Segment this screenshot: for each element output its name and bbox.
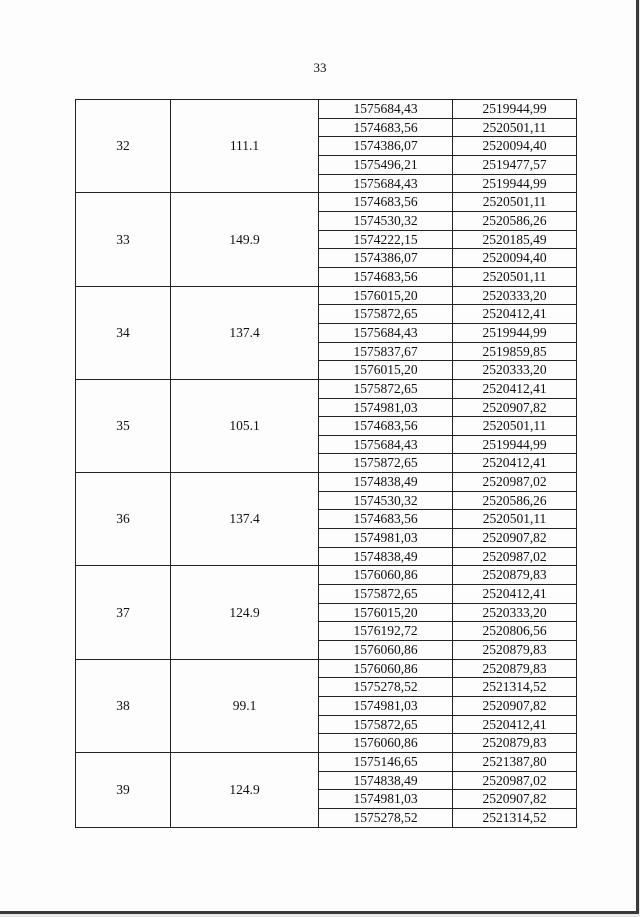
coordinate-y-cell: 2520907,82 — [453, 790, 577, 809]
coordinate-y-cell: 2520879,83 — [453, 641, 577, 660]
coordinate-x-cell: 1575278,52 — [319, 678, 453, 697]
coordinate-x-cell: 1575278,52 — [319, 808, 453, 827]
table-row — [76, 473, 577, 492]
coordinate-x-cell: 1574981,03 — [319, 790, 453, 809]
coordinate-x-cell: 1575872,65 — [319, 454, 453, 473]
table-row — [76, 566, 577, 585]
coordinate-x-cell: 1575837,67 — [319, 342, 453, 361]
parcel-number-cell: 36 — [76, 473, 171, 566]
table-row — [76, 752, 577, 771]
coordinate-x-cell: 1576060,86 — [319, 734, 453, 753]
coordinate-y-cell: 2520094,40 — [453, 137, 577, 156]
coordinate-y-cell: 2520879,83 — [453, 659, 577, 678]
coordinate-y-cell: 2520586,26 — [453, 211, 577, 230]
coordinate-x-cell: 1576015,20 — [319, 361, 453, 380]
coordinate-y-cell: 2520907,82 — [453, 697, 577, 716]
coordinate-x-cell: 1576015,20 — [319, 603, 453, 622]
coordinate-x-cell: 1575684,43 — [319, 323, 453, 342]
coordinate-x-cell: 1574530,32 — [319, 211, 453, 230]
parcel-area-cell: 111.1 — [171, 100, 319, 193]
coordinate-y-cell: 2521314,52 — [453, 678, 577, 697]
coordinate-y-cell: 2520412,41 — [453, 454, 577, 473]
table-row — [76, 100, 577, 119]
coordinate-y-cell: 2520879,83 — [453, 566, 577, 585]
coordinate-y-cell: 2520412,41 — [453, 379, 577, 398]
parcel-area-cell: 105.1 — [171, 379, 319, 472]
coordinate-x-cell: 1575872,65 — [319, 305, 453, 324]
coordinate-y-cell: 2520501,11 — [453, 193, 577, 212]
coordinate-y-cell: 2519859,85 — [453, 342, 577, 361]
coordinate-x-cell: 1576060,86 — [319, 566, 453, 585]
parcel-number-cell: 32 — [76, 100, 171, 193]
page-number: 33 — [313, 60, 327, 75]
coordinate-x-cell: 1575496,21 — [319, 155, 453, 174]
coordinate-y-cell: 2520412,41 — [453, 585, 577, 604]
parcel-area-cell: 124.9 — [171, 566, 319, 659]
coordinate-x-cell: 1574683,56 — [319, 510, 453, 529]
coordinate-y-cell: 2520333,20 — [453, 286, 577, 305]
coordinate-y-cell: 2520987,02 — [453, 771, 577, 790]
parcel-number-cell: 34 — [76, 286, 171, 379]
coordinate-y-cell: 2520094,40 — [453, 249, 577, 268]
coordinate-y-cell: 2520907,82 — [453, 398, 577, 417]
coordinate-y-cell: 2520879,83 — [453, 734, 577, 753]
parcel-area-cell: 137.4 — [171, 286, 319, 379]
coordinate-y-cell: 2520586,26 — [453, 491, 577, 510]
coordinate-x-cell: 1574981,03 — [319, 697, 453, 716]
parcel-area-cell: 149.9 — [171, 193, 319, 286]
coordinate-x-cell: 1574838,49 — [319, 547, 453, 566]
coordinate-y-cell: 2521314,52 — [453, 808, 577, 827]
table-row — [76, 286, 577, 305]
coordinate-x-cell: 1576192,72 — [319, 622, 453, 641]
coordinate-x-cell: 1574683,56 — [319, 118, 453, 137]
coordinate-x-cell: 1574222,15 — [319, 230, 453, 249]
coordinate-y-cell: 2520501,11 — [453, 510, 577, 529]
coordinate-y-cell: 2520185,49 — [453, 230, 577, 249]
coordinate-x-cell: 1574683,56 — [319, 267, 453, 286]
coordinate-y-cell: 2520987,02 — [453, 547, 577, 566]
coordinate-x-cell: 1575684,43 — [319, 435, 453, 454]
coordinate-x-cell: 1574981,03 — [319, 398, 453, 417]
coordinate-y-cell: 2519477,57 — [453, 155, 577, 174]
coordinate-y-cell: 2519944,99 — [453, 100, 577, 119]
table-row — [76, 379, 577, 398]
coordinate-x-cell: 1575684,43 — [319, 100, 453, 119]
coordinate-y-cell: 2520907,82 — [453, 529, 577, 548]
parcel-area-cell: 99.1 — [171, 659, 319, 752]
coordinate-y-cell: 2519944,99 — [453, 323, 577, 342]
parcel-number-cell: 33 — [76, 193, 171, 286]
table-row — [76, 659, 577, 678]
coordinate-x-cell: 1575872,65 — [319, 379, 453, 398]
coordinate-y-cell: 2519944,99 — [453, 435, 577, 454]
coordinate-y-cell: 2520806,56 — [453, 622, 577, 641]
coordinate-y-cell: 2520333,20 — [453, 361, 577, 380]
coordinate-y-cell: 2520412,41 — [453, 715, 577, 734]
coordinate-y-cell: 2520987,02 — [453, 473, 577, 492]
parcel-area-cell: 124.9 — [171, 752, 319, 827]
table-row — [76, 193, 577, 212]
coordinate-x-cell: 1574838,49 — [319, 771, 453, 790]
coordinate-x-cell: 1574386,07 — [319, 249, 453, 268]
parcel-number-cell: 38 — [76, 659, 171, 752]
parcel-number-cell: 35 — [76, 379, 171, 472]
coordinate-x-cell: 1575872,65 — [319, 715, 453, 734]
coordinate-x-cell: 1574981,03 — [319, 529, 453, 548]
coordinate-x-cell: 1575146,65 — [319, 752, 453, 771]
coordinate-y-cell: 2519944,99 — [453, 174, 577, 193]
coordinate-x-cell: 1574683,56 — [319, 417, 453, 436]
coordinates-table — [75, 99, 577, 828]
coordinate-x-cell: 1576060,86 — [319, 641, 453, 660]
coordinate-x-cell: 1576060,86 — [319, 659, 453, 678]
coordinate-x-cell: 1574683,56 — [319, 193, 453, 212]
coordinate-y-cell: 2521387,80 — [453, 752, 577, 771]
coordinate-y-cell: 2520501,11 — [453, 417, 577, 436]
coordinate-y-cell: 2520412,41 — [453, 305, 577, 324]
parcel-number-cell: 39 — [76, 752, 171, 827]
parcel-number-cell: 37 — [76, 566, 171, 659]
coordinate-y-cell: 2520333,20 — [453, 603, 577, 622]
coordinate-x-cell: 1574386,07 — [319, 137, 453, 156]
coordinate-y-cell: 2520501,11 — [453, 267, 577, 286]
coordinate-x-cell: 1576015,20 — [319, 286, 453, 305]
coordinate-x-cell: 1574838,49 — [319, 473, 453, 492]
parcel-area-cell: 137.4 — [171, 473, 319, 566]
coordinate-x-cell: 1575684,43 — [319, 174, 453, 193]
coordinate-x-cell: 1574530,32 — [319, 491, 453, 510]
coordinate-y-cell: 2520501,11 — [453, 118, 577, 137]
coordinate-x-cell: 1575872,65 — [319, 585, 453, 604]
